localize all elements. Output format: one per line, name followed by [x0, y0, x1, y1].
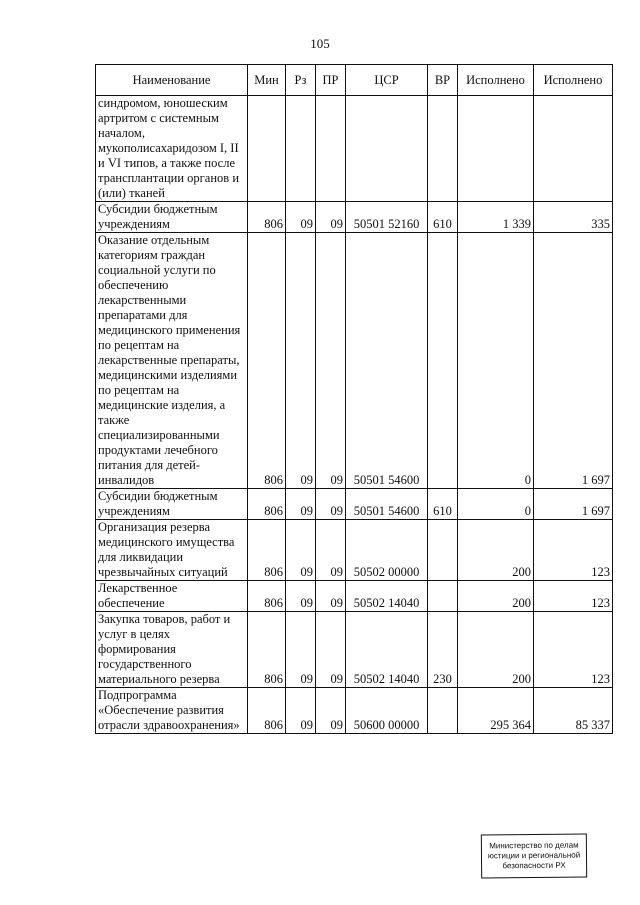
row-executed-2: 123: [534, 520, 613, 581]
row-vr: 610: [428, 202, 458, 233]
row-executed-1: 0: [458, 489, 534, 520]
row-name: Подпрограмма «Обеспечение развития отрасли здравоохранения»: [96, 688, 248, 734]
row-rz: 09: [286, 202, 316, 233]
table-row: [96, 489, 613, 520]
table-header-row: [96, 65, 613, 96]
row-csr: 50502 00000: [346, 520, 428, 581]
row-name: синдромом, юношеским артритом с системным началом, мукополисахаридозом I, II и VI типов, а также после трансплантации органов и (или) тканей: [96, 96, 248, 202]
row-executed-2: 123: [534, 581, 613, 612]
row-executed-2: 123: [534, 612, 613, 688]
table-row: [96, 581, 613, 612]
row-executed-2: 85 337: [534, 688, 613, 734]
row-name: Лекарственное обеспечение: [96, 581, 248, 612]
row-csr: 50600 00000: [346, 688, 428, 734]
header-min: Мин: [248, 65, 286, 96]
stamp-line: юстиции и региональной: [487, 850, 581, 861]
row-executed-2: 1 697: [534, 233, 613, 489]
row-executed-2: 335: [534, 202, 613, 233]
row-csr: 50502 14040: [346, 612, 428, 688]
row-executed-1: 200: [458, 581, 534, 612]
row-name: Субсидии бюджетным учреждениям: [96, 489, 248, 520]
header-executed-2: Исполнено: [534, 65, 613, 96]
row-vr: 610: [428, 489, 458, 520]
row-pr: 09: [316, 233, 346, 489]
page-number: 105: [310, 36, 330, 51]
row-pr: 09: [316, 202, 346, 233]
row-pr: [316, 96, 346, 202]
row-vr: [428, 581, 458, 612]
header-csr: ЦСР: [346, 65, 428, 96]
row-executed-1: 200: [458, 520, 534, 581]
row-executed-1: 1 339: [458, 202, 534, 233]
row-rz: 09: [286, 233, 316, 489]
header-vr: ВР: [428, 65, 458, 96]
row-vr: [428, 233, 458, 489]
row-executed-1: [458, 96, 534, 202]
row-csr: 50501 52160: [346, 202, 428, 233]
row-name: Оказание отдельным категориям граждан социальной услуги по обеспечению лекарственными препаратами для медицинского применения по рецептам на лекарственные препараты, медицинскими изделиями по рецептам на медицинские изделия, а также специализированными продуктами лечебного питания для детей-инвалидов: [96, 233, 248, 489]
row-executed-1: 200: [458, 612, 534, 688]
row-name: Организация резерва медицинского имущества для ликвидации чрезвычайных ситуаций: [96, 520, 248, 581]
row-rz: [286, 96, 316, 202]
header-name: Наименование: [96, 65, 248, 96]
row-min: 806: [248, 520, 286, 581]
row-vr: 230: [428, 612, 458, 688]
row-min: 806: [248, 489, 286, 520]
row-vr: [428, 96, 458, 202]
row-executed-2: [534, 96, 613, 202]
stamp-line: безопасности РХ: [502, 860, 566, 871]
row-pr: 09: [316, 489, 346, 520]
row-rz: 09: [286, 520, 316, 581]
table-row: [96, 612, 613, 688]
row-csr: 50501 54600: [346, 489, 428, 520]
row-min: 806: [248, 612, 286, 688]
row-min: 806: [248, 581, 286, 612]
row-pr: 09: [316, 581, 346, 612]
row-rz: 09: [286, 612, 316, 688]
row-vr: [428, 688, 458, 734]
ministry-stamp: [481, 834, 587, 879]
row-min: 806: [248, 202, 286, 233]
row-rz: 09: [286, 489, 316, 520]
row-pr: 09: [316, 612, 346, 688]
row-name: Субсидии бюджетным учреждениям: [96, 202, 248, 233]
row-min: [248, 96, 286, 202]
row-csr: 50502 14040: [346, 581, 428, 612]
budget-table: [95, 64, 613, 734]
table-row: [96, 202, 613, 233]
row-rz: 09: [286, 688, 316, 734]
row-name: Закупка товаров, работ и услуг в целях формирования государственного материального резерва: [96, 612, 248, 688]
row-executed-2: 1 697: [534, 489, 613, 520]
row-executed-1: 0: [458, 233, 534, 489]
table-row: [96, 233, 613, 489]
table-row: [96, 688, 613, 734]
row-csr: [346, 96, 428, 202]
row-vr: [428, 520, 458, 581]
row-csr: 50501 54600: [346, 233, 428, 489]
table-row: [96, 96, 613, 202]
row-executed-1: 295 364: [458, 688, 534, 734]
table-row: [96, 520, 613, 581]
row-min: 806: [248, 233, 286, 489]
header-pr: ПР: [316, 65, 346, 96]
row-pr: 09: [316, 520, 346, 581]
header-rz: Рз: [286, 65, 316, 96]
stamp-line: Министерство по делам: [489, 840, 579, 851]
row-pr: 09: [316, 688, 346, 734]
row-min: 806: [248, 688, 286, 734]
header-executed-1: Исполнено: [458, 65, 534, 96]
row-rz: 09: [286, 581, 316, 612]
